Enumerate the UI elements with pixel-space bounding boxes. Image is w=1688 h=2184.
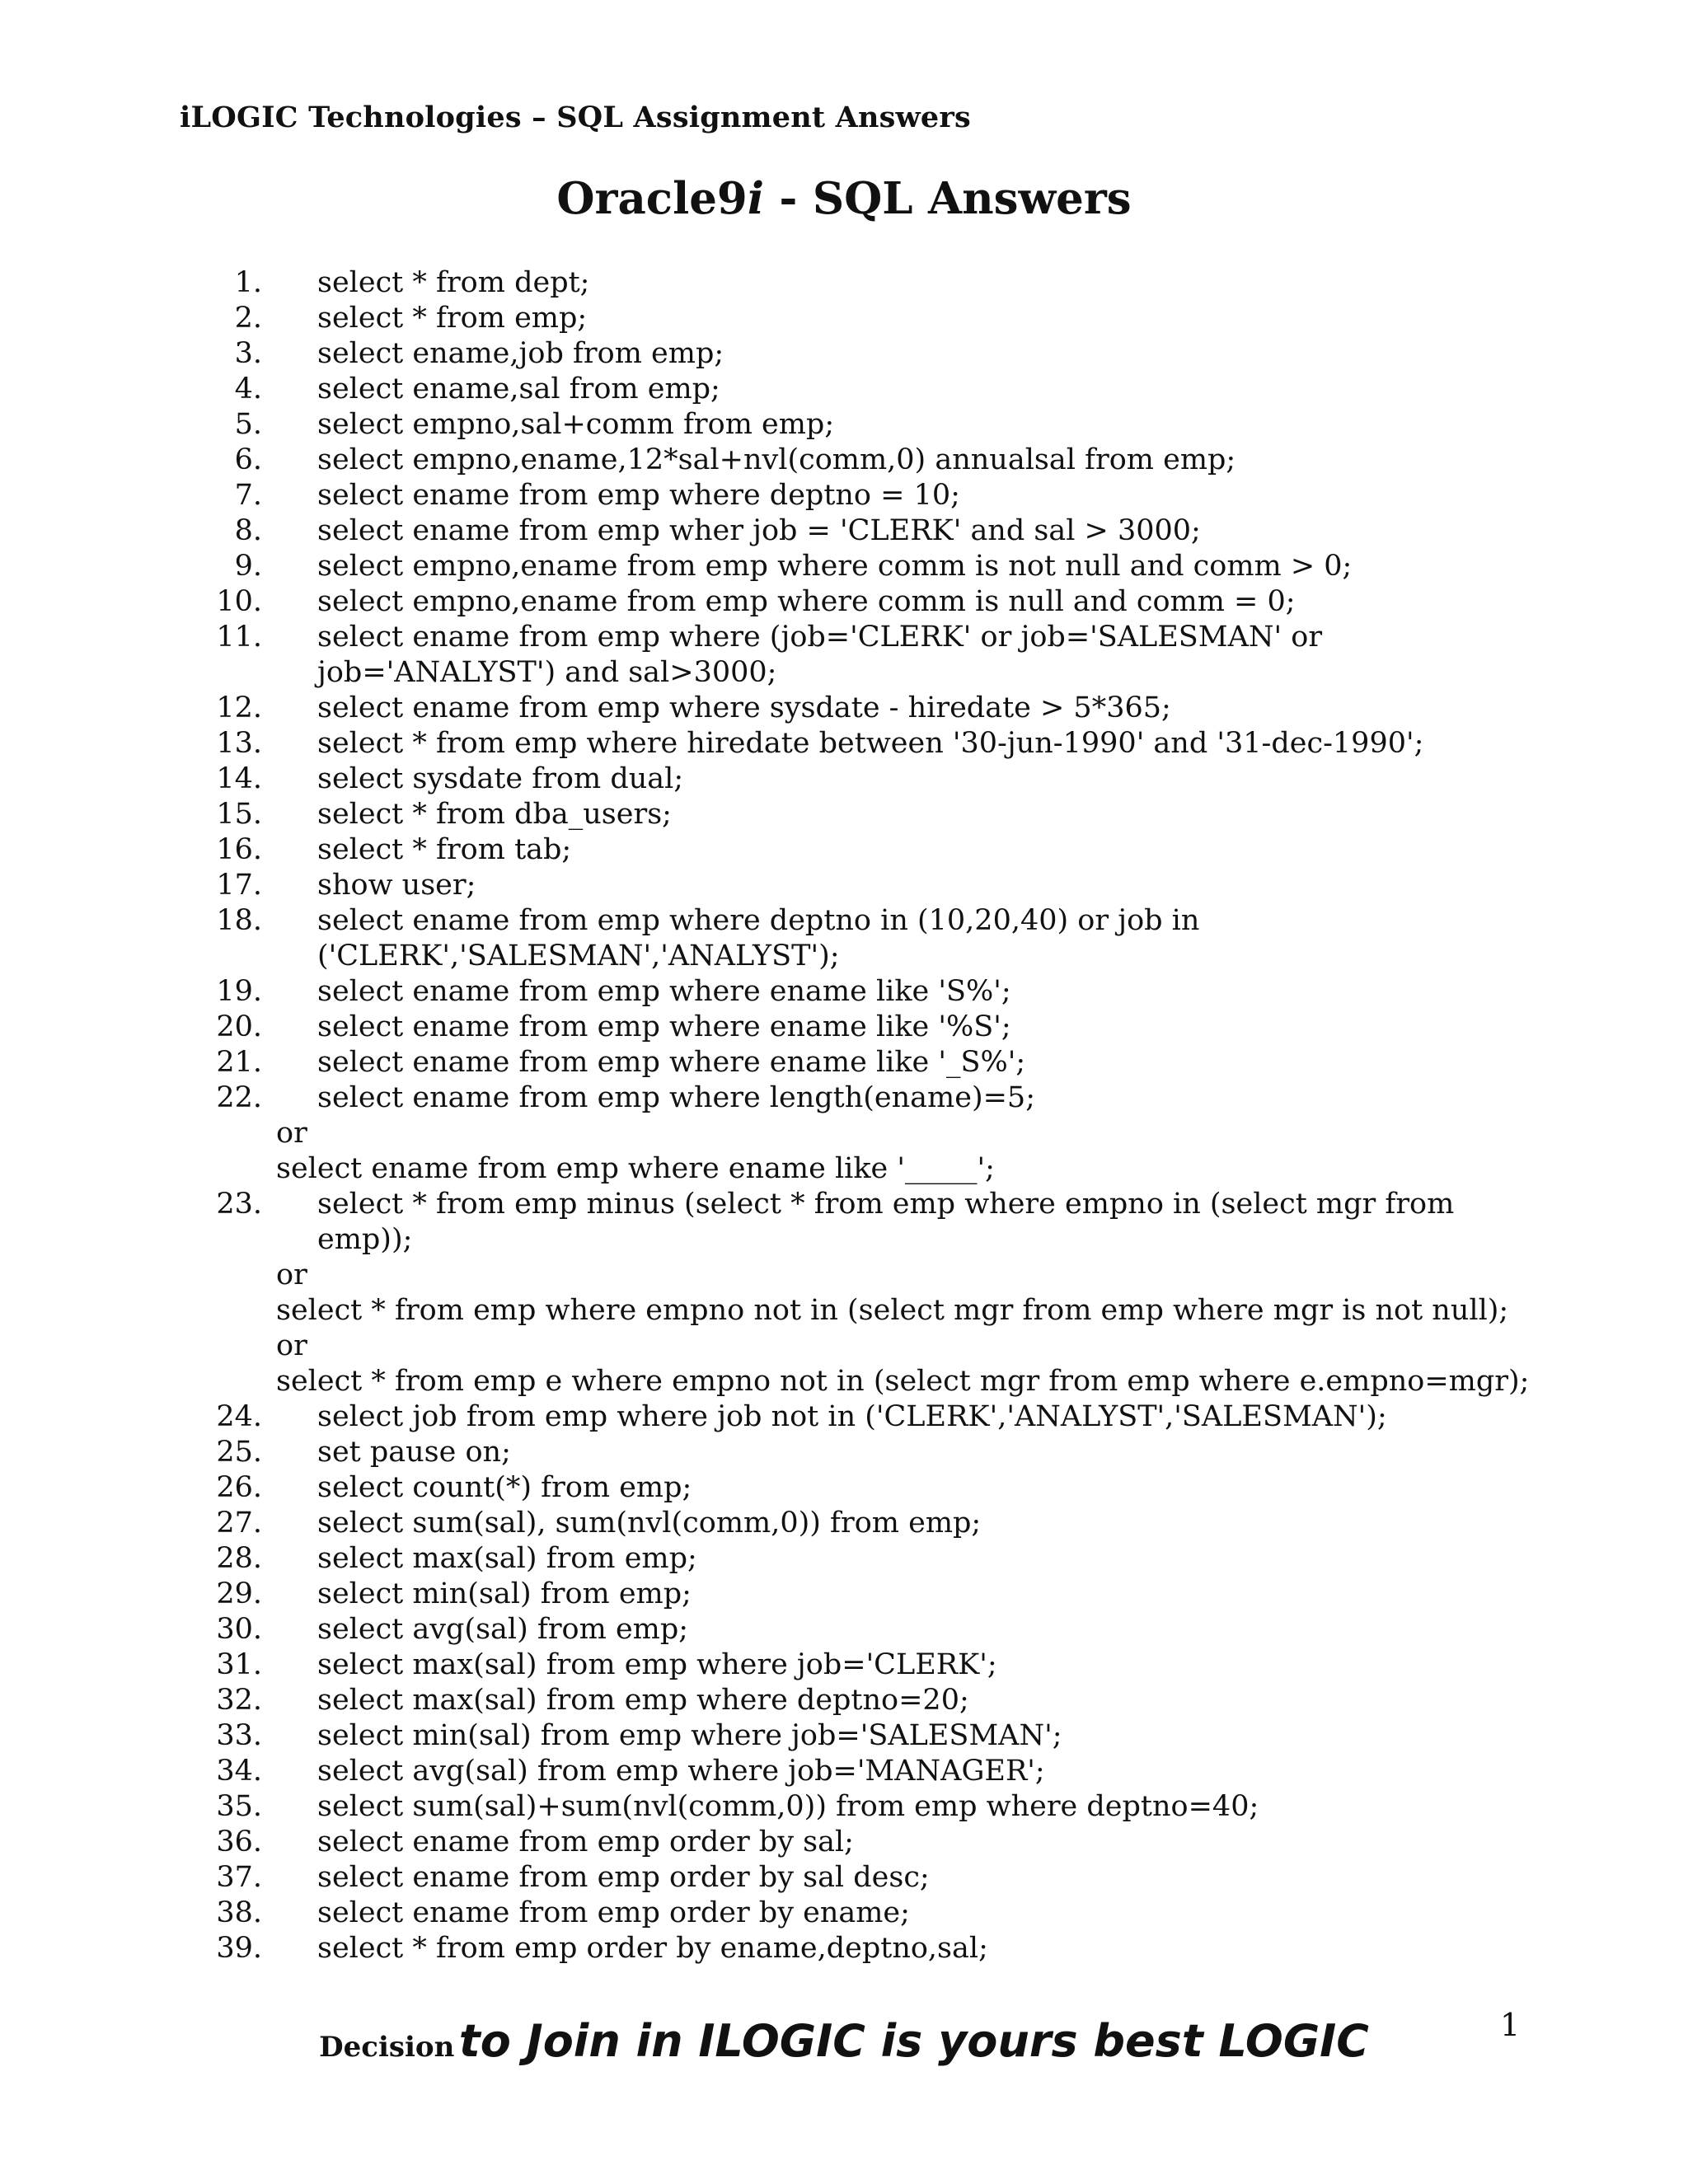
item-text: select ename from emp where ename like '_____'; — [276, 1152, 995, 1185]
item-text: select max(sal) from emp where job='CLERK'; — [317, 1648, 997, 1681]
item-text: select max(sal) from emp where deptno=20; — [317, 1684, 969, 1717]
item-text: select * from emp e where empno not in (select mgr from emp where e.empno=mgr); — [276, 1365, 1530, 1398]
answer-item — [210, 1860, 1529, 1896]
item-number: 37. — [216, 1861, 262, 1894]
answer-item — [210, 1045, 1529, 1080]
answer-item — [210, 336, 1529, 372]
answers-list — [210, 265, 1529, 1966]
item-text: select * from dba_users; — [317, 798, 672, 831]
title-rest: - SQL Answers — [763, 173, 1132, 224]
item-number: 21. — [216, 1046, 262, 1079]
item-text: select ename from emp where sysdate - hiredate > 5*365; — [317, 691, 1171, 724]
item-text: select avg(sal) from emp; — [317, 1613, 689, 1646]
item-number: 22. — [216, 1081, 262, 1114]
footer-tagline: to Join in ILOGIC is yours best LOGIC — [458, 2015, 1369, 2067]
answer-item — [210, 797, 1529, 832]
footer-decision: Decision — [319, 2031, 455, 2064]
item-text: ('CLERK','SALESMAN','ANALYST'); — [317, 940, 840, 972]
item-text: select ename from emp order by ename; — [317, 1896, 910, 1929]
answer-continuation — [210, 655, 1529, 691]
item-number: 18. — [216, 904, 262, 937]
footer-slogan — [0, 2015, 1688, 2067]
answer-item — [210, 868, 1529, 903]
answer-item — [210, 1683, 1529, 1718]
answer-item — [210, 1896, 1529, 1931]
answer-item — [210, 726, 1529, 762]
item-number: 15. — [216, 798, 262, 831]
item-text: select ename from emp wher job = 'CLERK' and sal > 3000; — [317, 514, 1201, 547]
item-text: select * from emp order by ename,deptno,sal; — [317, 1932, 988, 1965]
item-text: select avg(sal) from emp where job='MANAGER'; — [317, 1755, 1045, 1788]
answer-item — [210, 1010, 1529, 1045]
item-text: select * from emp; — [317, 302, 588, 335]
item-text: or — [276, 1117, 307, 1150]
item-text: select empno,sal+comm from emp; — [317, 408, 835, 441]
item-number: 27. — [216, 1507, 262, 1540]
item-text: select ename from emp where deptno = 10; — [317, 479, 960, 512]
item-number: 8. — [234, 514, 262, 547]
item-number: 32. — [216, 1684, 262, 1717]
item-text: select min(sal) from emp where job='SALESMAN'; — [317, 1719, 1062, 1752]
answer-item — [210, 974, 1529, 1010]
answer-item — [210, 1080, 1529, 1116]
item-number: 17. — [216, 869, 262, 902]
item-text: select ename from emp order by sal desc; — [317, 1861, 930, 1894]
item-number: 29. — [216, 1577, 262, 1610]
answer-item — [210, 478, 1529, 513]
item-text: select sum(sal), sum(nvl(comm,0)) from emp; — [317, 1507, 982, 1540]
answer-item — [210, 1789, 1529, 1825]
answer-item — [210, 1187, 1529, 1222]
answer-item — [210, 1647, 1529, 1683]
item-number: 35. — [216, 1790, 262, 1823]
item-number: 9. — [234, 550, 262, 583]
item-text: show user; — [317, 869, 476, 902]
answer-item — [210, 1435, 1529, 1470]
item-number: 30. — [216, 1613, 262, 1646]
item-text: select sum(sal)+sum(nvl(comm,0)) from emp where deptno=40; — [317, 1790, 1259, 1823]
title-italic: i — [747, 173, 764, 224]
answer-item — [210, 372, 1529, 407]
item-number: 2. — [234, 302, 262, 335]
item-number: 6. — [234, 443, 262, 476]
item-number: 4. — [234, 373, 262, 405]
or-separator — [210, 1329, 1529, 1364]
answer-continuation — [210, 939, 1529, 974]
answer-item — [210, 620, 1529, 655]
answer-item — [210, 1825, 1529, 1860]
item-text: select min(sal) from emp; — [317, 1577, 692, 1610]
item-number: 7. — [234, 479, 262, 512]
item-number: 36. — [216, 1825, 262, 1858]
item-text: select ename from emp where length(ename)=5; — [317, 1081, 1035, 1114]
item-text: select * from emp where empno not in (select mgr from emp where mgr is not null); — [276, 1294, 1509, 1327]
item-text: select empno,ename from emp where comm is null and comm = 0; — [317, 585, 1296, 618]
item-text: select max(sal) from emp; — [317, 1542, 697, 1575]
document-header: iLOGIC Technologies – SQL Assignment Answers — [180, 101, 971, 134]
item-number: 20. — [216, 1010, 262, 1043]
item-number: 13. — [216, 727, 262, 760]
item-text: select * from dept; — [317, 266, 590, 299]
answer-item — [210, 762, 1529, 797]
item-number: 12. — [216, 691, 262, 724]
item-number: 25. — [216, 1436, 262, 1469]
item-number: 14. — [216, 762, 262, 795]
answer-continuation — [210, 1222, 1529, 1258]
item-text: select ename from emp where deptno in (10,20,40) or job in — [317, 904, 1200, 937]
answer-item — [210, 443, 1529, 478]
item-number: 34. — [216, 1755, 262, 1788]
item-text: select empno,ename,12*sal+nvl(comm,0) annualsal from emp; — [317, 443, 1236, 476]
answer-item — [210, 1399, 1529, 1435]
item-text: select job from emp where job not in ('CLERK','ANALYST','SALESMAN'); — [317, 1400, 1387, 1433]
answer-item — [210, 1931, 1529, 1966]
answer-item — [210, 903, 1529, 939]
item-number: 38. — [216, 1896, 262, 1929]
item-number: 26. — [216, 1471, 262, 1504]
item-text: or — [276, 1258, 307, 1291]
alternate-answer — [210, 1293, 1529, 1329]
answer-item — [210, 301, 1529, 336]
item-text: select ename,job from emp; — [317, 337, 724, 370]
item-text: select ename from emp where ename like 'S%'; — [317, 975, 1011, 1008]
item-number: 16. — [216, 833, 262, 866]
item-number: 33. — [216, 1719, 262, 1752]
item-number: 3. — [234, 337, 262, 370]
item-text: emp)); — [317, 1223, 413, 1256]
or-separator — [210, 1258, 1529, 1293]
item-text: select empno,ename from emp where comm is not null and comm > 0; — [317, 550, 1353, 583]
item-number: 23. — [216, 1188, 262, 1221]
item-number: 11. — [216, 621, 262, 654]
item-number: 1. — [234, 266, 262, 299]
answer-item — [210, 584, 1529, 620]
answer-item — [210, 1577, 1529, 1612]
item-text: select * from emp where hiredate between '30-jun-1990' and '31-dec-1990'; — [317, 727, 1424, 760]
or-separator — [210, 1116, 1529, 1151]
item-text: or — [276, 1329, 307, 1362]
item-number: 31. — [216, 1648, 262, 1681]
answer-item — [210, 265, 1529, 301]
answer-item — [210, 1541, 1529, 1577]
page-title — [0, 173, 1688, 224]
item-text: select sysdate from dual; — [317, 762, 684, 795]
item-text: select ename from emp where ename like '_S%'; — [317, 1046, 1026, 1079]
item-text: job='ANALYST') and sal>3000; — [317, 656, 777, 689]
item-text: select ename from emp where (job='CLERK' or job='SALESMAN' or — [317, 621, 1323, 654]
item-text: select ename from emp where ename like '%S'; — [317, 1010, 1011, 1043]
answer-item — [210, 1506, 1529, 1541]
item-number: 10. — [216, 585, 262, 618]
item-text: select count(*) from emp; — [317, 1471, 692, 1504]
alternate-answer — [210, 1151, 1529, 1187]
answer-item — [210, 1718, 1529, 1754]
item-text: select ename from emp order by sal; — [317, 1825, 854, 1858]
item-text: select * from tab; — [317, 833, 572, 866]
page-number: 1 — [1500, 2007, 1521, 2043]
answer-item — [210, 1754, 1529, 1789]
item-number: 28. — [216, 1542, 262, 1575]
alternate-answer — [210, 1364, 1529, 1399]
item-text: select * from emp minus (select * from emp where empno in (select mgr from — [317, 1188, 1455, 1221]
item-number: 19. — [216, 975, 262, 1008]
answer-item — [210, 1470, 1529, 1506]
answer-item — [210, 407, 1529, 443]
answer-item — [210, 549, 1529, 584]
item-text: set pause on; — [317, 1436, 511, 1469]
item-number: 39. — [216, 1932, 262, 1965]
item-number: 24. — [216, 1400, 262, 1433]
title-main: Oracle9 — [556, 173, 748, 224]
item-text: select ename,sal from emp; — [317, 373, 720, 405]
answer-item — [210, 832, 1529, 868]
item-number: 5. — [234, 408, 262, 441]
answer-item — [210, 691, 1529, 726]
answer-item — [210, 513, 1529, 549]
answer-item — [210, 1612, 1529, 1647]
